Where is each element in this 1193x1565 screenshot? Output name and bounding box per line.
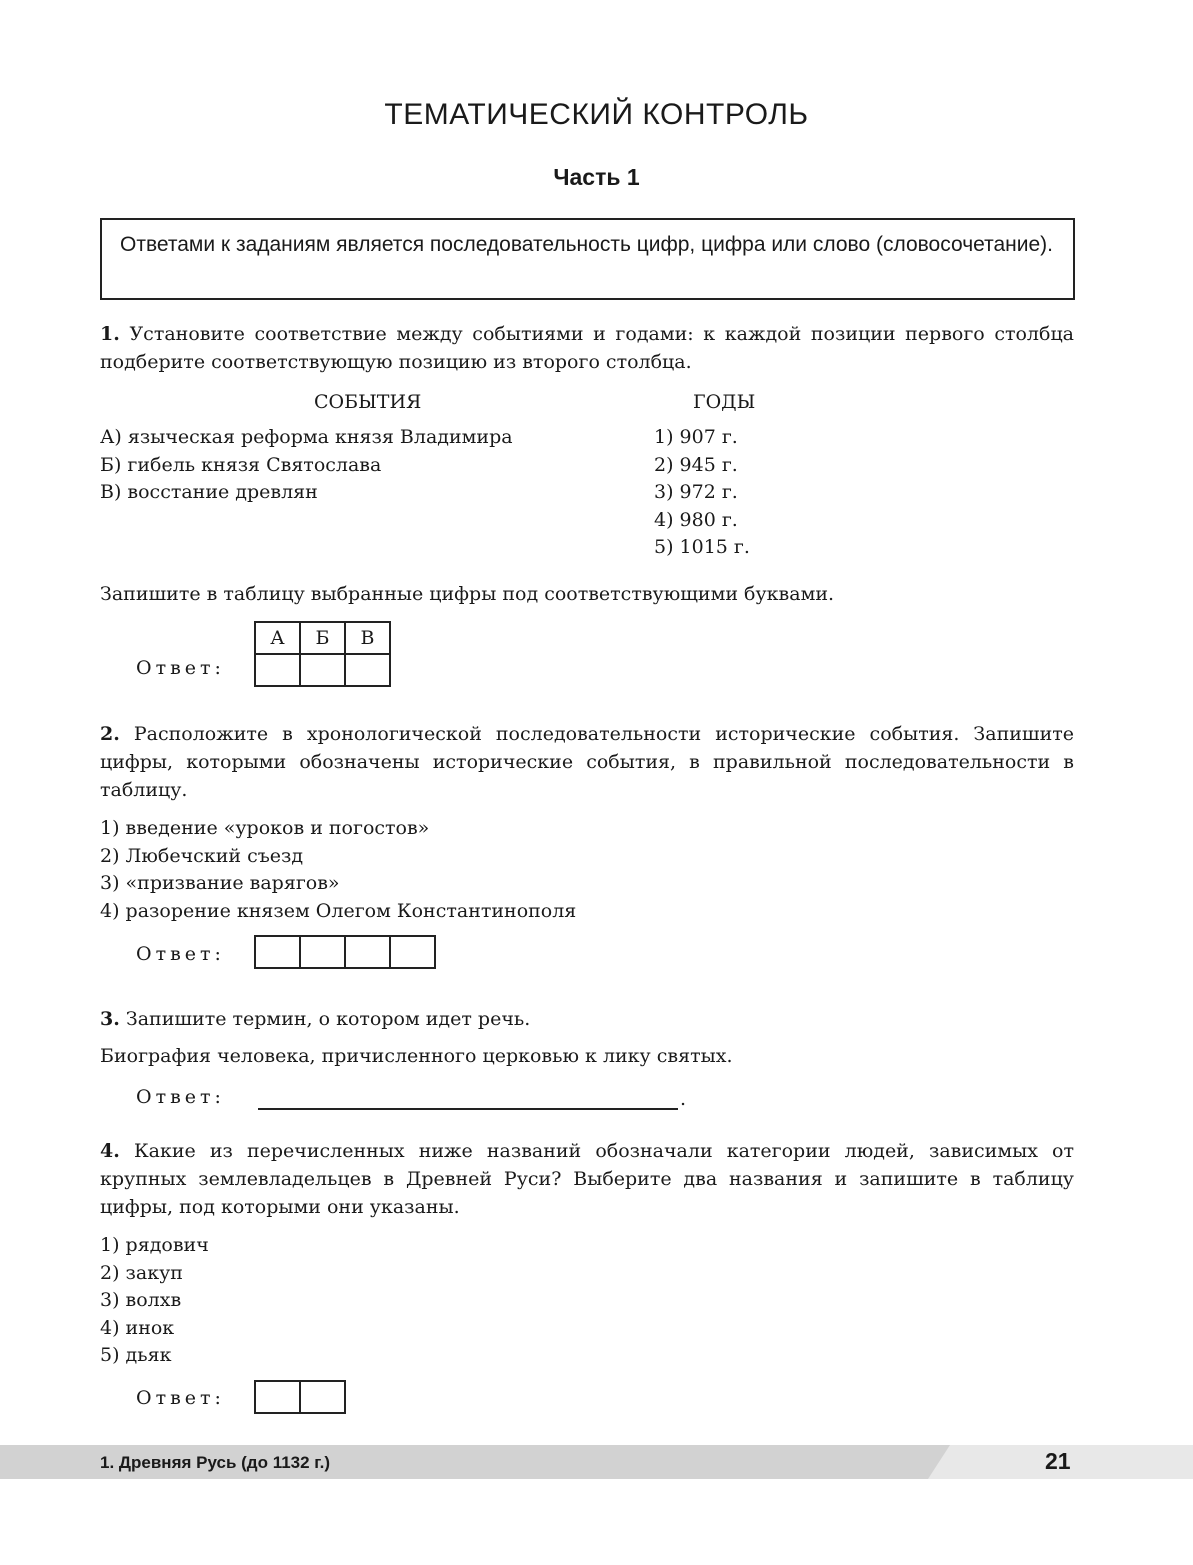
events-list	[100, 424, 513, 507]
answer-label: Ответ:	[136, 657, 225, 679]
list-item: 4) разорение князем Олегом Константинополя	[100, 899, 577, 922]
year-item: 2) 945 г.	[654, 453, 738, 476]
instruction-text: Ответами к заданиям является последовательность цифр, цифра или слово (словосочетание).	[120, 233, 1054, 256]
years-column-header: ГОДЫ	[693, 391, 756, 413]
event-item: А) языческая реформа князя Владимира	[100, 426, 513, 448]
task4-answer-table	[254, 1380, 346, 1414]
page-title: ТЕМАТИЧЕСКИЙ КОНТРОЛЬ	[384, 98, 809, 131]
list-item: 2) закуп	[100, 1261, 183, 1284]
answer-label: Ответ:	[136, 943, 225, 965]
task2-number: 2.	[100, 723, 120, 745]
task3-prompt	[100, 1005, 1074, 1033]
answer-label: Ответ:	[136, 1086, 225, 1108]
task3-description: Биография человека, причисленного церковью к лику святых.	[100, 1045, 733, 1067]
task1-prompt	[100, 320, 1074, 376]
answer-cell[interactable]	[300, 936, 345, 968]
answer-cell[interactable]	[345, 936, 390, 968]
footer-section-title: 1. Древняя Русь (до 1132 г.)	[100, 1453, 331, 1472]
task2-answer-table	[254, 935, 436, 969]
event-item: В) восстание древлян	[100, 481, 318, 503]
answer-field-period: .	[680, 1088, 687, 1110]
instruction-box	[100, 218, 1075, 300]
answer-cell[interactable]	[390, 936, 435, 968]
table-header-cell: А	[255, 622, 300, 654]
task4-text: Какие из перечисленных ниже названий обозначали категории людей, зависимых от крупных землевладельцев в Древней Руси? Выберите два названия и запишите в таблицу цифры, под которыми они указаны.	[100, 1140, 1074, 1218]
answer-cell[interactable]	[300, 654, 345, 686]
table-header-cell: В	[345, 622, 390, 654]
task1-answer-table	[254, 621, 391, 687]
list-item: 1) рядович	[100, 1234, 209, 1256]
list-item: 3) волхв	[100, 1289, 182, 1311]
year-item: 4) 980 г.	[654, 508, 738, 531]
task4-prompt	[100, 1137, 1074, 1221]
task4-number: 4.	[100, 1140, 120, 1162]
table-header-cell: Б	[300, 622, 345, 654]
task1-number: 1.	[100, 323, 120, 345]
task2-text: Расположите в хронологической последовательности исторические события. Запишите цифры, которыми обозначены исторические события, в правильной последовательности в таблицу.	[100, 723, 1074, 801]
list-item: 4) инок	[100, 1316, 175, 1339]
year-item: 3) 972 г.	[654, 481, 738, 503]
part-heading: Часть 1	[553, 164, 640, 190]
task3-answer-field[interactable]	[258, 1108, 678, 1110]
year-item: 5) 1015 г.	[654, 536, 750, 558]
task3-number: 3.	[100, 1008, 120, 1030]
task2-list	[100, 815, 576, 925]
events-column-header: СОБЫТИЯ	[314, 391, 422, 413]
list-item: 2) Любечский съезд	[100, 844, 304, 867]
answer-cell[interactable]	[345, 654, 390, 686]
year-item: 1) 907 г.	[654, 426, 738, 448]
task1-table-instruction: Запишите в таблицу выбранные цифры под соответствующими буквами.	[100, 583, 835, 605]
event-item: Б) гибель князя Святослава	[100, 453, 382, 476]
years-list	[654, 424, 750, 562]
list-item: 3) «призвание варягов»	[100, 872, 340, 894]
task4-list	[100, 1232, 209, 1370]
answer-cell[interactable]	[255, 936, 300, 968]
answer-label: Ответ:	[136, 1387, 225, 1409]
list-item: 5) дьяк	[100, 1344, 172, 1366]
list-item: 1) введение «уроков и погостов»	[100, 817, 430, 839]
answer-cell[interactable]	[255, 654, 300, 686]
task2-prompt	[100, 720, 1074, 804]
answer-cell[interactable]	[300, 1381, 345, 1413]
task3-text: Запишите термин, о котором идет речь.	[125, 1008, 531, 1030]
task1-text: Установите соответствие между событиями и годами: к каждой позиции первого столбца подберите соответствующую позицию из второго столбца.	[100, 323, 1074, 373]
answer-cell[interactable]	[255, 1381, 300, 1413]
page-number: 21	[1045, 1448, 1071, 1474]
